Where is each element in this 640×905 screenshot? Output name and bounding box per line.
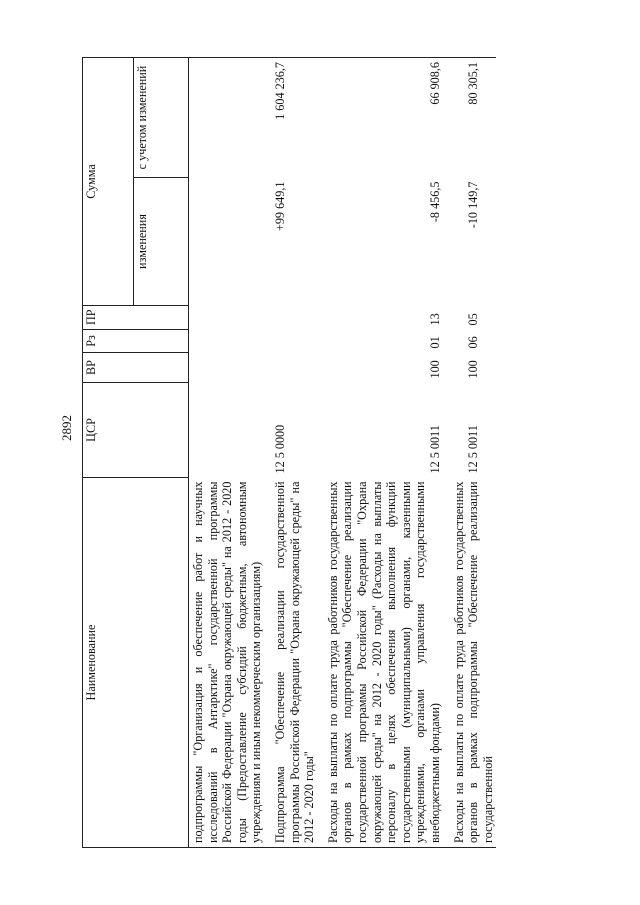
col-header-name: Наименование [83,478,189,848]
row-pr: 13 [427,313,442,326]
row-total: 66 908,6 [318,57,444,177]
col-header-with-change: с учетом изменений [134,57,189,177]
row-csr: 12 5 0011 [427,425,442,474]
row-name: Расходы на выплаты по оплате труда работников государственных органов в рамках подпрограммы "Обеспечение реализации государственной программы Российской Федерации "Охрана окружающей среды" на 2012 - 2020 годы" (Расходы на выплаты персоналу в целях обеспечения выполнения функций государственными (муниципальными) органами, казенными учреждениями, органами управления государственными внебюджетными фондами) [318,478,444,848]
row-csr: 12 5 0011 [466,425,481,474]
row-name: подпрограммы "Организация и обеспечение работ и научных исследований в Антарктике" государственной программы Российской Федерации "Охрана окружающей среды" на 2012 - 2020 годы (Предоставление субсидий бюджетным, автономным учреждениям и иным некоммерческим организациям) [189,478,265,848]
row-total: 1 604 236,7 [265,57,318,177]
row-csr: 12 5 0000 [272,424,287,474]
col-header-rz: Рз [83,330,189,353]
row-vr [265,353,318,383]
row-rz: 01 [427,336,442,349]
row-change [189,178,265,306]
row-vr [189,353,265,383]
row-total [189,57,265,177]
row-rz [265,330,318,353]
row-csr [189,383,265,478]
col-header-pr: ПР [83,306,189,330]
row-vr: 100 [466,360,481,379]
row-vr: 100 [427,360,442,379]
col-header-vr: ВР [83,353,189,383]
rotated-page [82,58,612,848]
row-name: Расходы на выплаты по оплате труда работников государственных органов в рамках подпрограммы "Обеспечение реализации государственной [444,478,497,848]
row-pr: 05 [466,313,481,326]
table-row [444,57,497,847]
page-number: 2892 [59,415,74,441]
row-name: Подпрограмма "Обеспечение реализации государственной программы Российской Федерации "Охрана окружающей среды" на 2012 - 2020 годы" [265,478,318,848]
table-row [318,57,444,847]
row-total: 80 305,1 [444,57,497,177]
table-row [265,57,318,847]
col-header-csr: ЦСР [83,383,189,478]
row-pr [189,306,265,330]
budget-table [82,57,496,848]
row-change: +99 649,1 [272,181,287,232]
row-change: -10 149,7 [466,181,481,229]
row-rz: 06 [466,336,481,349]
table-row [189,57,265,847]
col-header-sum: Сумма [83,57,134,305]
row-change: -8 456,5 [427,181,442,223]
row-pr [265,306,318,330]
row-rz [189,330,265,353]
col-header-change: изменения [134,178,189,306]
